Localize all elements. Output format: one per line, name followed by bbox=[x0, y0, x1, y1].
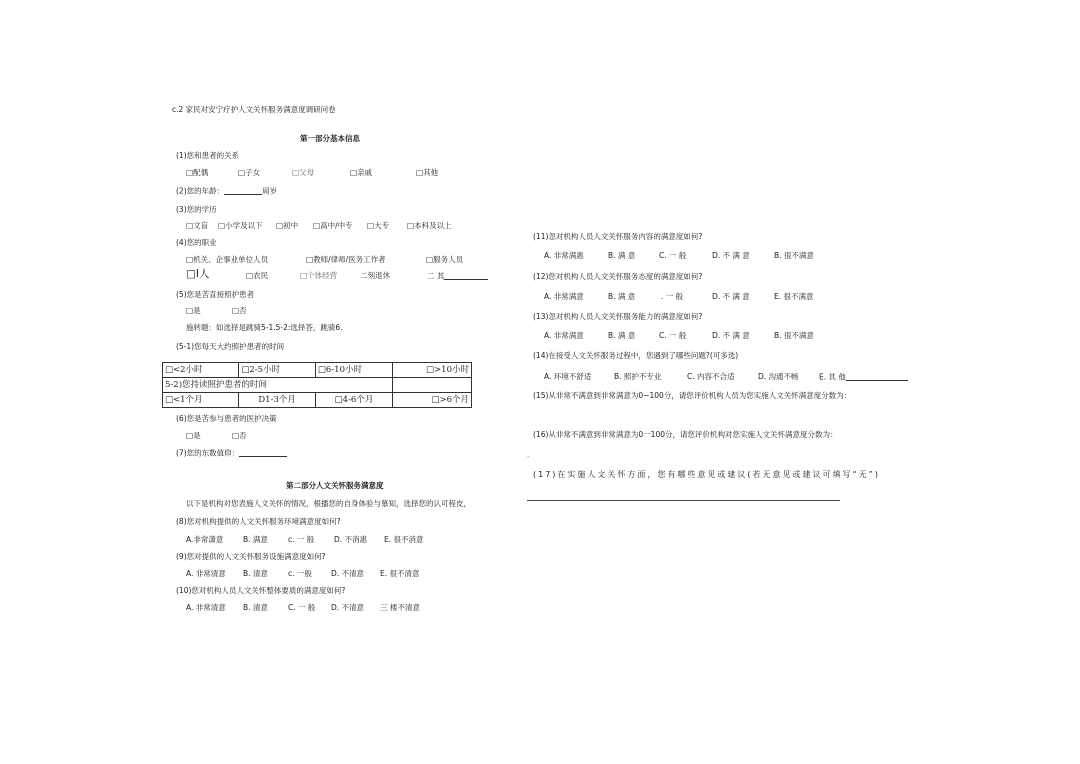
care-hours-6-10[interactable]: □6-10小时 bbox=[315, 363, 392, 378]
care-months-1-3[interactable]: D1-3个月 bbox=[239, 393, 316, 408]
q5-label: (5)您是苦直接照护患者 bbox=[176, 290, 255, 299]
care-hours-2-5[interactable]: □2-5小时 bbox=[239, 363, 316, 378]
q3-option-illiterate[interactable]: □文盲 bbox=[186, 221, 209, 230]
q8-option-c[interactable]: c. 一 般 bbox=[288, 535, 315, 544]
q4-other-blank[interactable] bbox=[444, 272, 488, 280]
q14-option-b[interactable]: B. 照护不专业 bbox=[614, 372, 662, 381]
q4-option-self-employed[interactable]: □个体经营 bbox=[300, 271, 338, 280]
q5-option-no[interactable]: □否 bbox=[232, 306, 247, 315]
q12-option-a[interactable]: A. 非常满意 bbox=[544, 292, 584, 301]
q11-option-a[interactable]: A. 非常满惠 bbox=[544, 251, 584, 260]
q7-blank[interactable] bbox=[239, 449, 287, 457]
q3-option-primary[interactable]: □小学及以下 bbox=[218, 221, 263, 230]
part2-intro: 以下是机构对您表施人文关怀的情况，根播您的自身体验与慕知，选择您的认可程皮， bbox=[186, 499, 471, 508]
q14-label: (14)在接受人文关怀服务过程中，您遇到了哪些问题?(可多选) bbox=[533, 351, 739, 360]
q4-option-institution[interactable]: □机关、企事业单位人员 bbox=[186, 255, 269, 264]
care-hours-lt2[interactable]: □<2小时 bbox=[163, 363, 239, 378]
q13-label: (13)忽对机构人员人文关怀服务能力的满意度如何? bbox=[533, 312, 703, 321]
q10-option-c[interactable]: C. 一 般 bbox=[288, 603, 316, 612]
q10-option-b[interactable]: B. 清意 bbox=[243, 603, 268, 612]
q3-option-senior[interactable]: □高中/中专 bbox=[313, 221, 353, 230]
q5-skip-note: 施转题：如选择是跳骑5-1.5-2:选择答，跳骑6. bbox=[186, 323, 343, 332]
q8-option-b[interactable]: B. 满意 bbox=[243, 535, 268, 544]
stray-mark: - bbox=[527, 452, 530, 461]
q6-label: (6)您是苦参与患者的医护决策 bbox=[176, 414, 277, 423]
q17-label: (17)在实施人文关怀方面，您有哪些意见或建议(若无意见或建议可填写“无”) bbox=[533, 470, 880, 479]
q5-1-label: (5-1)您每天大约照护患者的时间 bbox=[176, 342, 285, 351]
q15-label: (15)从非常不满意到非常满意为0~100分，请您评价机构人员为您实施人文关怀满意度分数为： bbox=[533, 391, 852, 400]
q13-option-b[interactable]: B. 满 意 bbox=[608, 331, 636, 340]
q6-option-no[interactable]: □否 bbox=[232, 431, 247, 440]
q10-label: (10)您对机构人员人文关怀整体要质的满意度如何? bbox=[176, 586, 346, 595]
q2-label bbox=[176, 187, 277, 195]
q13-option-a[interactable]: A. 非常满意 bbox=[544, 331, 584, 340]
q9-option-e[interactable]: E. 很不清意 bbox=[380, 569, 420, 578]
q11-option-b[interactable]: B. 满 意 bbox=[608, 251, 636, 260]
q2-suffix: 周岁 bbox=[262, 186, 278, 196]
q1-label: (1)您和患者的关系 bbox=[176, 151, 240, 160]
q1-option-child[interactable]: □子女 bbox=[238, 168, 261, 177]
care-months-gt6[interactable]: □>6个月 bbox=[393, 393, 472, 408]
q3-option-college[interactable]: □大专 bbox=[367, 221, 390, 230]
q8-option-a[interactable]: A.非常潇意 bbox=[186, 535, 224, 544]
q2-age-blank[interactable] bbox=[224, 187, 262, 195]
care-months-4-6[interactable]: □4-6个月 bbox=[315, 393, 392, 408]
q9-option-b[interactable]: B. 清意 bbox=[243, 569, 268, 578]
q6-option-yes[interactable]: □是 bbox=[186, 431, 201, 440]
q11-option-c[interactable]: C. 一 般 bbox=[659, 251, 687, 260]
q8-label: (8)您对机构提供的人文关怀服务环境满意度如何? bbox=[176, 517, 341, 526]
q10-option-a[interactable]: A. 非常清意 bbox=[186, 603, 226, 612]
q2-text: (2)您的年龄： bbox=[176, 186, 225, 196]
q4-option-teacher[interactable]: □教师/律师/医务工作者 bbox=[306, 255, 386, 264]
q1-option-parent[interactable]: □父母 bbox=[292, 168, 315, 177]
q7-text: (7)您的东数值仰： bbox=[176, 448, 240, 458]
q1-option-other[interactable]: □其他 bbox=[416, 168, 439, 177]
q4-option-service[interactable]: □服务人员 bbox=[426, 255, 464, 264]
q14-other-blank[interactable] bbox=[846, 373, 908, 381]
q14-option-e[interactable] bbox=[819, 373, 908, 381]
q4-other-text: 二 其 bbox=[427, 271, 445, 281]
q17-answer-line[interactable] bbox=[527, 500, 840, 501]
q12-option-d[interactable]: D. 不 满 意 bbox=[712, 292, 750, 301]
q13-option-e[interactable]: B. 很不满意 bbox=[774, 331, 814, 340]
q14-option-d[interactable]: D. 沟通不畅 bbox=[758, 372, 799, 381]
q9-option-d[interactable]: D. 不清意 bbox=[331, 569, 365, 578]
care-months-lt1[interactable]: □<1个月 bbox=[163, 393, 239, 408]
q8-option-e[interactable]: E. 很不消意 bbox=[384, 535, 424, 544]
q9-label: (9)您对提供的人文关怀服务设施满意度如何? bbox=[176, 552, 326, 561]
q4-option-other[interactable] bbox=[427, 272, 488, 280]
q8-option-d[interactable]: D. 不消惠 bbox=[334, 535, 368, 544]
part2-title: 第二部分人文关怀服务满意度 bbox=[286, 481, 384, 490]
q12-option-e[interactable]: E. 很不满意 bbox=[774, 292, 814, 301]
document-title: c.2 家民对安宁疗护人文关怀服务满意度调研问卷 bbox=[172, 105, 336, 114]
q1-option-spouse[interactable]: □配偶 bbox=[186, 168, 209, 177]
q11-option-e[interactable]: B. 很不满意 bbox=[774, 251, 814, 260]
q7-label bbox=[176, 449, 287, 457]
q11-option-d[interactable]: D. 不 满 意 bbox=[712, 251, 750, 260]
q5-2-label: 5-2)您持读照护患者的时间 bbox=[163, 378, 393, 393]
q4-label: (4)您的职业 bbox=[176, 238, 217, 247]
q10-option-d[interactable]: D. 不清意 bbox=[331, 603, 365, 612]
q3-option-junior[interactable]: □初中 bbox=[276, 221, 299, 230]
q12-label: (12)您对机构人员人文关怀服务态度的满意度如何? bbox=[533, 272, 703, 281]
q1-option-relative[interactable]: □亲戚 bbox=[350, 168, 373, 177]
q9-option-a[interactable]: A. 非常清意 bbox=[186, 569, 226, 578]
q4-option-worker[interactable]: □Ⅰ人 bbox=[186, 268, 210, 280]
q9-option-c[interactable]: c. 一般 bbox=[288, 569, 312, 578]
q13-option-c[interactable]: C. 一 般 bbox=[659, 331, 687, 340]
q16-label: (16)从非常不满意到非常满意为0一100分，请您评价机构对您实施人文关怀满意度分数为： bbox=[533, 430, 838, 439]
q13-option-d[interactable]: D. 不 满 意 bbox=[712, 331, 750, 340]
q14-option-a[interactable]: A. 环境不舒适 bbox=[544, 372, 592, 381]
q14-option-c[interactable]: C. 内容不合适 bbox=[687, 372, 735, 381]
q11-label: (11)忽对机构人员人文关怀服务内容的满意度如何? bbox=[533, 232, 703, 241]
care-time-table bbox=[162, 362, 472, 408]
q3-label: (3)您的学历 bbox=[176, 205, 217, 214]
q12-option-c[interactable]: . 一 般 bbox=[661, 292, 684, 301]
q3-option-bachelor[interactable]: □本科及以上 bbox=[407, 221, 452, 230]
q4-option-farmer[interactable]: □农民 bbox=[246, 271, 269, 280]
q12-option-b[interactable]: B. 满 意 bbox=[608, 292, 636, 301]
q14-other-text: E. 其 他 bbox=[819, 372, 846, 382]
q5-option-yes[interactable]: □是 bbox=[186, 306, 201, 315]
table-empty-cell bbox=[393, 378, 472, 393]
q10-option-e[interactable]: 三 楼不清意 bbox=[380, 603, 420, 612]
q4-option-retired[interactable]: 二刻退休 bbox=[360, 271, 390, 280]
care-hours-gt10[interactable]: □>10小时 bbox=[393, 363, 472, 378]
part1-title: 第一部分基本信息 bbox=[300, 134, 360, 143]
